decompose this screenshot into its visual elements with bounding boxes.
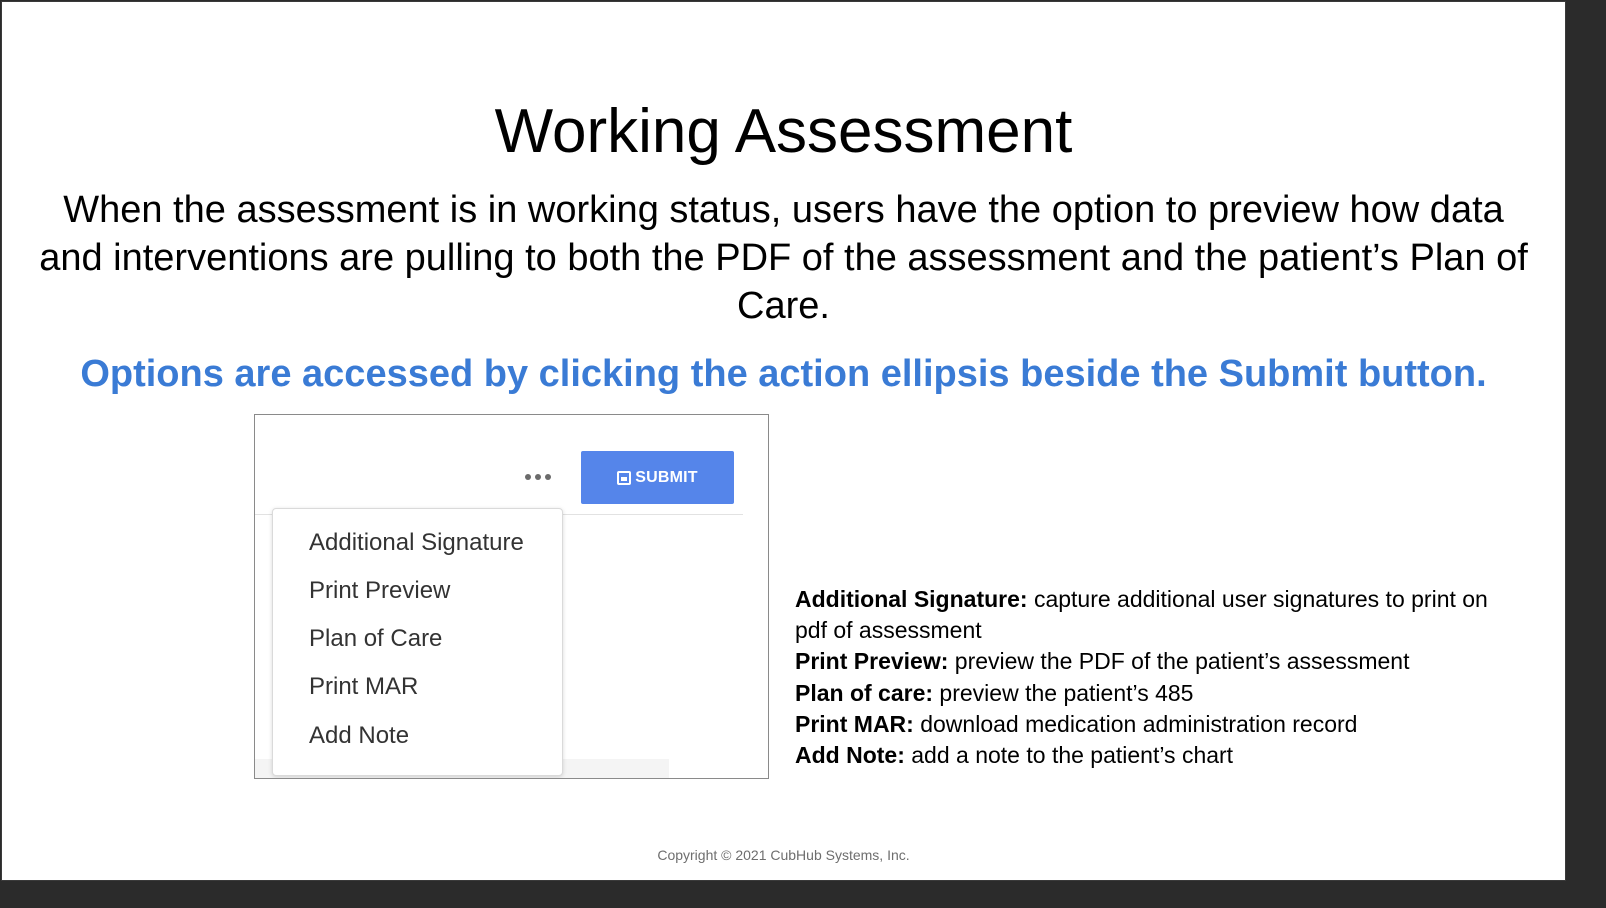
copyright-footer: Copyright © 2021 CubHub Systems, Inc. [657, 847, 910, 863]
description-item [795, 646, 1525, 677]
menu-item-add-note[interactable]: Add Note [309, 722, 410, 749]
description-item [795, 678, 1525, 709]
description-text: preview the patient’s 485 [933, 679, 1194, 706]
description-term: Plan of care: [795, 679, 934, 706]
embedded-screenshot [254, 414, 769, 779]
description-item [795, 740, 1525, 771]
submit-button-label: SUBMIT [635, 468, 698, 486]
description-text: add a note to the patient’s chart [904, 742, 1234, 769]
description-item [795, 584, 1525, 646]
description-term: Additional Signature: [795, 586, 1028, 612]
menu-item-plan-of-care[interactable]: Plan of Care [309, 625, 443, 652]
description-term: Print Preview: [795, 648, 949, 675]
slide [1, 1, 1566, 881]
description-text: preview the PDF of the patient’s assessment [948, 648, 1410, 675]
menu-item-print-mar[interactable]: Print MAR [309, 673, 419, 700]
description-text: capture additional user signatures to print on pdf of assessment [795, 586, 1488, 644]
slide-title: Working Assessment [494, 97, 1073, 166]
menu-item-additional-signature[interactable]: Additional Signature [309, 529, 524, 556]
slide-highlight-text: Options are accessed by clicking the action ellipsis beside the Submit button. [80, 353, 1487, 395]
description-item [795, 709, 1525, 740]
action-menu [272, 508, 563, 776]
option-descriptions [795, 584, 1525, 771]
ellipsis-icon[interactable] [523, 465, 553, 489]
save-icon [617, 471, 631, 485]
submit-button[interactable] [581, 451, 734, 504]
description-term: Print MAR: [795, 710, 914, 737]
description-text: download medication administration record [913, 710, 1358, 737]
menu-item-print-preview[interactable]: Print Preview [309, 577, 451, 604]
description-term: Add Note: [795, 742, 905, 769]
slide-body-text: When the assessment is in working status, users have the option to preview how data and interventions are pulling to both the PDF of the assessment and the patient’s Plan of Care. [39, 189, 1528, 327]
